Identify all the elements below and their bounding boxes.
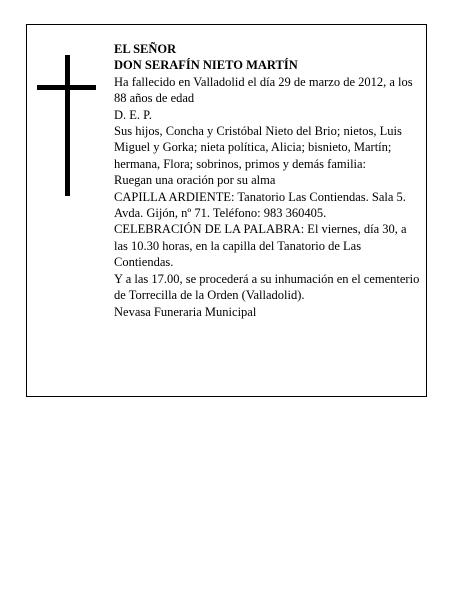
- death-info: Ha fallecido en Valladolid el día 29 de marzo de 2012, a los 88 años de edad: [114, 74, 413, 106]
- title-line-1: EL SEÑOR: [114, 42, 177, 56]
- family-list: Sus hijos, Concha y Cristóbal Nieto del Brio; nietos, Luis Miguel y Gorka; nieta política, Alicia; bisnieto, Martín; hermana, Flora; sobrinos, primos y demás familia:: [114, 124, 402, 171]
- ceremony-info: CELEBRACIÓN DE LA PALABRA: El viernes, día 30, a las 10.30 horas, en la capilla del Tanatorio de Las Contiendas.: [114, 222, 407, 270]
- prayer-request: Ruegan una oración por su alma: [114, 173, 276, 188]
- cross-vertical-bar: [65, 55, 70, 196]
- notice-text: [114, 41, 422, 320]
- funeral-home: Nevasa Funeraria Municipal: [114, 304, 257, 319]
- rip-line: D. E. P.: [114, 107, 152, 122]
- cross-icon: [27, 25, 127, 225]
- deceased-name: DON SERAFÍN NIETO MARTÍN: [114, 58, 298, 73]
- chapel-info: CAPILLA ARDIENTE: Tanatorio Las Contiendas. Sala 5. Avda. Gijón, nº 71. Teléfono: 983 360405.: [114, 189, 406, 221]
- cross-horizontal-bar: [37, 85, 96, 90]
- obituary-notice: [26, 24, 427, 397]
- burial-info: Y a las 17.00, se procederá a su inhumación en el cementerio de Torrecilla de la Orden (Valladolid).: [114, 271, 420, 303]
